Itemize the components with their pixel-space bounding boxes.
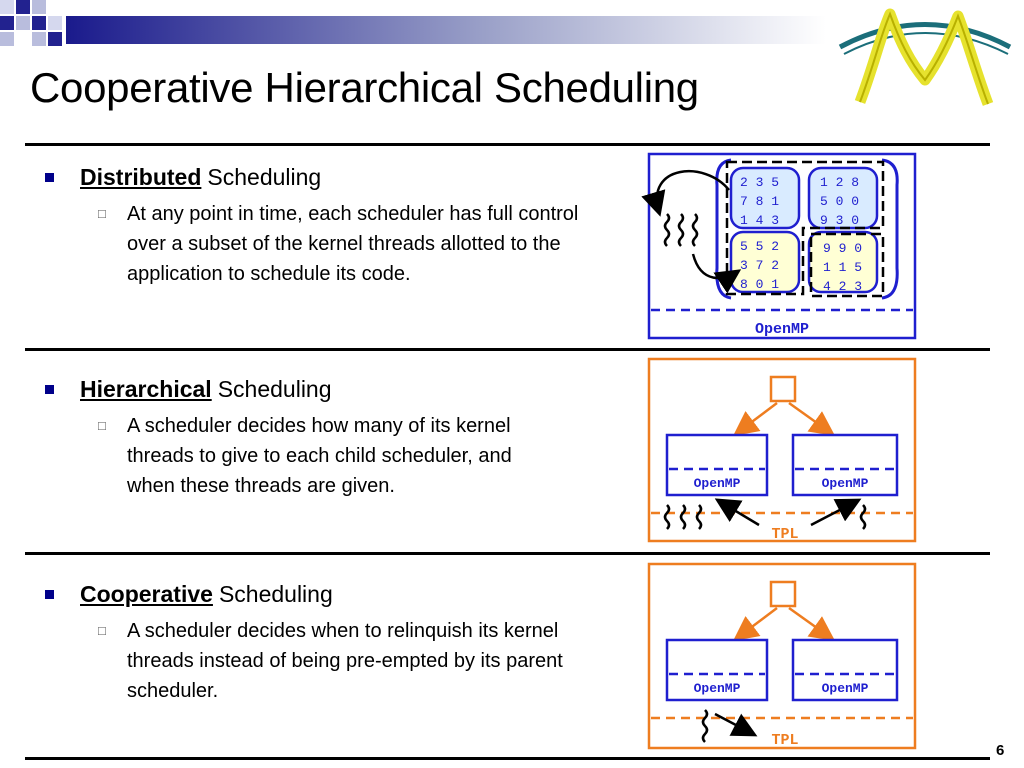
subbullet-distributed (98, 199, 615, 289)
bullet-hierarchical (45, 376, 615, 403)
openmp-label: OpenMP (754, 321, 810, 338)
child-openmp-label-left: OpenMP (693, 681, 741, 696)
divider-1 (25, 348, 990, 351)
detail-cooperative: A scheduler decides when to relinquish its kernel threads instead of being pre-empted by its parent scheduler. (127, 620, 563, 702)
root-scheduler-node (771, 377, 795, 401)
section-distributed (45, 164, 615, 289)
section-cooperative (45, 581, 615, 706)
grid-1-row-2: 7 8 1 (740, 194, 780, 209)
bullet-rest: Scheduling (218, 581, 333, 607)
keyword-cooperative: Cooperative (80, 581, 213, 607)
tpl-label: TPL (771, 732, 799, 749)
square-bullet-icon (45, 385, 54, 394)
child-openmp-label-left: OpenMP (693, 476, 741, 491)
grid-3-row-1: 5 5 2 (740, 239, 780, 254)
bridge-logo (830, 2, 1015, 112)
hollow-square-bullet-icon: □ (98, 418, 106, 433)
bullet-cooperative (45, 581, 615, 608)
subbullet-hierarchical (98, 411, 615, 501)
grid-3-row-2: 3 7 2 (740, 258, 780, 273)
grid-2-row-1: 1 2 8 (820, 175, 860, 190)
grid-2-row-2: 5 0 0 (820, 194, 860, 209)
grid-1-row-3: 1 4 3 (740, 213, 780, 228)
hollow-square-bullet-icon: □ (98, 206, 106, 221)
diagram-distributed (645, 150, 920, 342)
page-number: 6 (996, 742, 1005, 759)
hollow-square-bullet-icon: □ (98, 623, 106, 638)
grid-4-row-3: 4 2 3 (823, 279, 863, 294)
square-bullet-icon (45, 173, 54, 182)
diagram-hierarchical (645, 355, 920, 545)
grid-3-row-3: 8 0 1 (740, 277, 780, 292)
child-openmp-label-right: OpenMP (821, 681, 869, 696)
detail-distributed: At any point in time, each scheduler has full control over a subset of the kernel threads allotted to the application to schedule its code. (127, 203, 579, 285)
section-hierarchical (45, 376, 615, 501)
child-openmp-label-right: OpenMP (821, 476, 869, 491)
divider-top (25, 143, 990, 146)
grid-2-row-3: 9 3 0 (820, 213, 860, 228)
grid-4-row-1: 9 9 0 (823, 241, 863, 256)
keyword-hierarchical: Hierarchical (80, 376, 212, 402)
bullet-rest: Scheduling (207, 164, 322, 190)
grid-1-row-1: 2 3 5 (740, 175, 780, 190)
tpl-label: TPL (771, 526, 799, 543)
bullet-distributed (45, 164, 615, 191)
divider-bottom (25, 757, 990, 760)
subbullet-cooperative (98, 616, 615, 706)
diagram-cooperative (645, 560, 920, 752)
bullet-rest: Scheduling (217, 376, 332, 402)
square-bullet-icon (45, 590, 54, 599)
slide-title: Cooperative Hierarchical Scheduling (30, 64, 699, 111)
detail-hierarchical: A scheduler decides how many of its kernel threads to give to each child scheduler, and when these threads are given. (127, 415, 512, 497)
root-scheduler-node (771, 582, 795, 606)
grid-4-row-2: 1 1 5 (823, 260, 863, 275)
keyword-distributed: Distributed (80, 164, 202, 190)
divider-2 (25, 552, 990, 555)
